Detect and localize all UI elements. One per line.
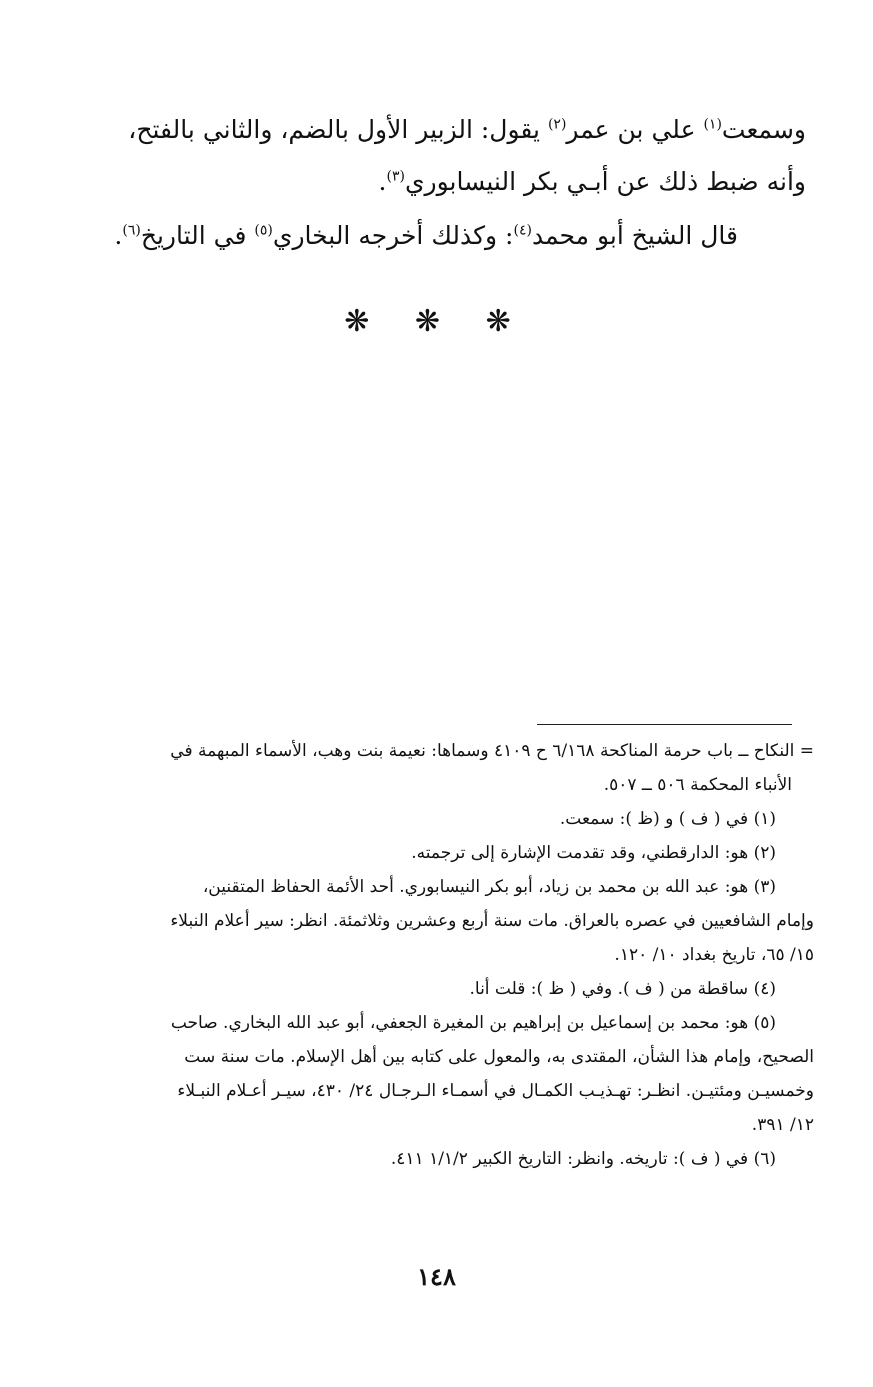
text-run: . [114, 221, 123, 250]
footnote-rule [537, 724, 792, 725]
text-run: في التاريخ [140, 221, 255, 250]
footnote-ref-6: (٦) [122, 222, 141, 239]
main-paragraph-1 [46, 104, 806, 208]
footnote-3-line: وإمام الشافعيين في عصره بالعراق. مات سنة أربع وعشرين وثلاثمئة. انظر: سير أعلام النبلاء [170, 911, 814, 931]
footnote-3-line: ١٥/ ٦٥، تاريخ بغداد ١٠/ ١٢٠. [614, 945, 814, 965]
footnote-3-line: (٣) هو: عبد الله بن محمد بن زياد، أبو بكر النيسابوري. أحد الأئمة الحفاظ المتقنين، [202, 877, 776, 897]
text-run: وأنه ضبط ذلك عن أبـي بكر النيسابوري [404, 167, 806, 196]
footnote-ref-4: (٤) [513, 222, 532, 239]
section-separator: ❋ ❋ ❋ [344, 304, 529, 339]
footnote-ref-5: (٥) [254, 222, 273, 239]
footnote-ref-3: (٣) [386, 168, 405, 185]
text-run: يقول: الزبير الأول بالضم، والثاني بالفتح، [128, 115, 548, 144]
text-run: : وكذلك أخرجه البخاري [272, 221, 514, 250]
text-run: علي بن عمر [566, 115, 704, 144]
text-run: . [378, 167, 387, 196]
footnote-2: (٢) هو: الدارقطني، وقد تقدمت الإشارة إلى ترجمته. [411, 843, 776, 863]
footnote-continuation: = النكاح ــ باب حرمة المناكحة ٦/١٦٨ ح ٤١٠٩ وسماها: نعيمة بنت وهب، الأسماء المبهمة في [170, 741, 814, 761]
footnote-5-line: ١٢/ ٣٩١. [751, 1115, 814, 1135]
footnote-5-line: وخمسيـن ومئتيـن. انظـر: تهـذيـب الكمـال في أسمـاء الـرجـال ٢٤/ ٤٣٠، سيـر أعـلام النبـلاء [177, 1081, 814, 1101]
text-run: وسمعت [721, 115, 806, 144]
main-paragraph-2 [46, 210, 806, 262]
page-number: ١٤٨ [417, 1262, 456, 1291]
footnote-5-line: الصحيح، وإمام هذا الشأن، المقتدى به، والمعول على كتابه بين أهل الإسلام. مات سنة ست [184, 1047, 814, 1067]
footnote-6: (٦) في ( ف ): تاريخه. وانظر: التاريخ الكبير ١/١/٢ ٤١١. [390, 1149, 776, 1169]
main-text [46, 104, 806, 262]
footnote-4: (٤) ساقطة من ( ف ). وفي ( ظ ): قلت أنا. [469, 979, 776, 999]
footnote-ref-1: (١) [703, 116, 722, 133]
footnote-1: (١) في ( ف ) و (ظ ): سمعت. [559, 809, 776, 829]
footnote-continuation: الأنباء المحكمة ٥٠٦ ــ ٥٠٧. [603, 775, 792, 795]
footnote-5-line: (٥) هو: محمد بن إسماعيل بن إبراهيم بن المغيرة الجعفي، أبو عبد الله البخاري. صاحب [170, 1013, 776, 1033]
footnote-ref-2: (٢) [547, 116, 567, 133]
footnotes [44, 734, 814, 1176]
text-run: قال الشيخ أبو محمد [531, 221, 738, 250]
